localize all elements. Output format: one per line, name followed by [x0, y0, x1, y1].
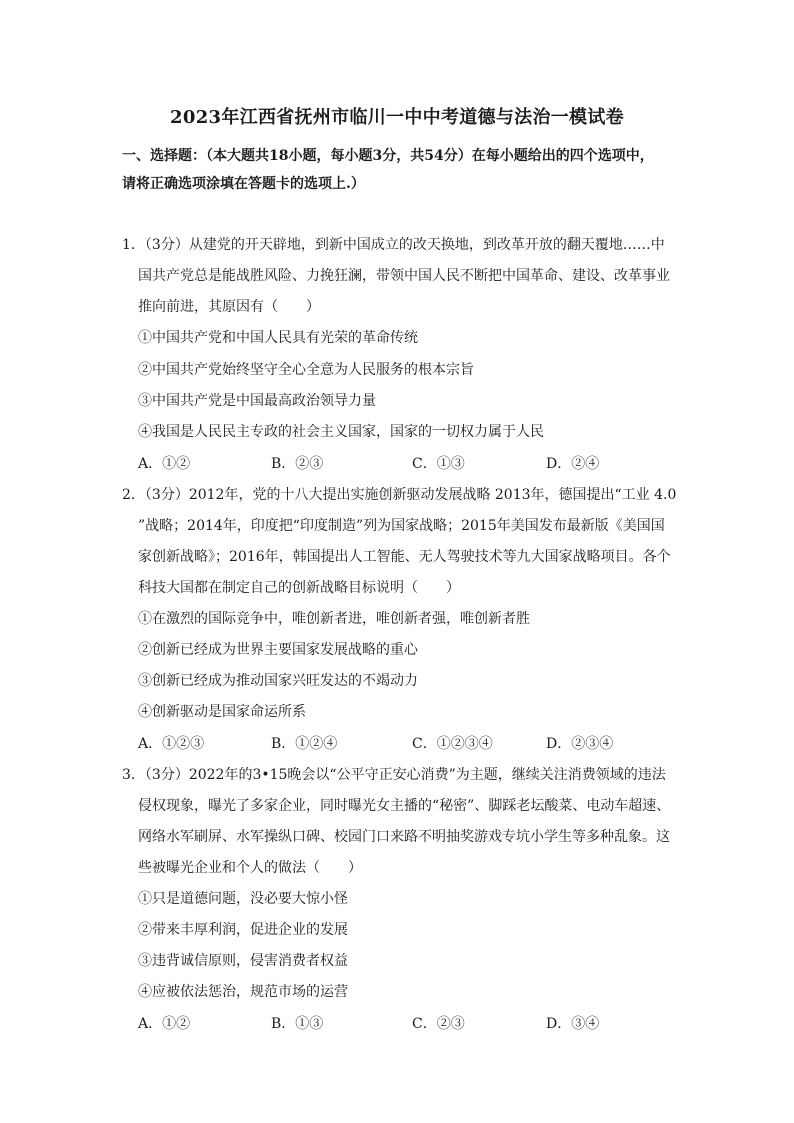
q1-item-4: ④我国是人民民主专政的社会主义国家，国家的一切权力属于人民: [138, 424, 544, 440]
q3-stem-line-1: 3．（3分）2022年的3•15晚会以“公平守正安心消费”为主题，继续关注消费领域的违法: [122, 767, 666, 783]
q1-choice-d: D．②④: [546, 456, 600, 472]
q2-choice-a: A．①②③: [138, 736, 205, 752]
q2-choice-d: D．②③④: [546, 736, 614, 752]
q2-stem-line-3: 家创新战略》；2016年，韩国提出人工智能、无人驾驶技术等九大国家战略项目。各个: [138, 549, 671, 565]
q1-item-3: ③中国共产党是中国最高政治领导力量: [138, 393, 376, 409]
q2-choice-b: B．①②④: [271, 736, 338, 752]
q3-choice-a: A．①②: [138, 1016, 191, 1032]
q3-choice-d: D．③④: [546, 1016, 600, 1032]
q3-choice-c: C．②③: [412, 1016, 465, 1032]
section-heading-line-1: 一、选择题：（本大题共18小题，每小题3分，共54分）在每小题给出的四个选项中，: [122, 148, 654, 164]
q1-stem-line-3: 推向前进，其原因有（ ）: [138, 299, 320, 315]
q2-stem-line-1: 2．（3分）2012年，党的十八大提出实施创新驱动发展战略 2013年，德国提出“工业 4.0: [122, 487, 677, 503]
q3-item-1: ①只是道德问题，没必要大惊小怪: [138, 891, 348, 907]
q2-choice-c: C．①②③④: [412, 736, 493, 752]
q1-choice-c: C．①③: [412, 456, 465, 472]
exam-title: 2023年江西省抚州市临川一中中考道德与法治一模试卷: [170, 107, 624, 128]
q2-stem-line-2: ”战略；2014年，印度把“印度制造”列为国家战略；2015年美国发布最新版《美国国: [138, 518, 665, 534]
q3-item-2: ②带来丰厚利润，促进企业的发展: [138, 922, 348, 938]
q1-choice-b: B．②③: [271, 456, 324, 472]
q3-item-3: ③违背诚信原则，侵害消费者权益: [138, 953, 348, 969]
q3-stem-line-4: 些被曝光企业和个人的做法（ ）: [138, 860, 362, 876]
q1-stem-line-2: 国共产党总是能战胜风险、力挽狂澜，带领中国人民不断把中国革命、建设、改革事业: [138, 268, 670, 284]
q3-choice-b: B．①③: [271, 1016, 324, 1032]
q2-stem-line-4: 科技大国都在制定自己的创新战略目标说明（ ）: [138, 580, 460, 596]
q1-item-1: ①中国共产党和中国人民具有光荣的革命传统: [138, 330, 418, 346]
q3-item-4: ④应被依法惩治，规范市场的运营: [138, 984, 348, 1000]
section-heading-line-2: 请将正确选项涂填在答题卡的选项上.）: [122, 176, 365, 192]
q1-stem-line-1: 1．（3分）从建党的开天辟地，到新中国成立的改天换地，到改革开放的翻天覆地……中: [122, 237, 665, 253]
q1-choice-a: A．①②: [138, 456, 191, 472]
q1-item-2: ②中国共产党始终坚守全心全意为人民服务的根本宗旨: [138, 362, 474, 378]
q3-stem-line-3: 网络水军刷屏、水军操纵口碑、校园门口来路不明抽奖游戏专坑小学生等多种乱象。这: [138, 829, 670, 845]
q2-item-3: ③创新已经成为推动国家兴旺发达的不竭动力: [138, 673, 418, 689]
section-heading: [122, 142, 682, 198]
q2-item-4: ④创新驱动是国家命运所系: [138, 704, 306, 720]
q3-stem-line-2: 侵权现象，曝光了多家企业，同时曝光女主播的“秘密”、脚踩老坛酸菜、电动车超速、: [138, 798, 671, 814]
q2-item-2: ②创新已经成为世界主要国家发展战略的重心: [138, 642, 418, 658]
q2-item-1: ①在激烈的国际竞争中，唯创新者进，唯创新者强，唯创新者胜: [138, 611, 530, 627]
